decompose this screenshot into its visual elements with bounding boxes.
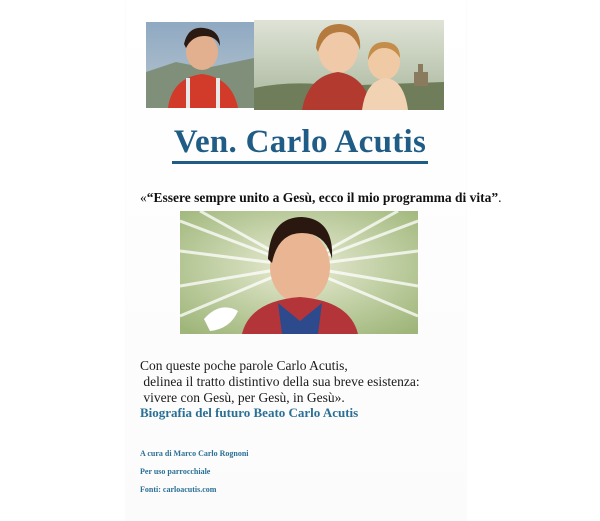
quote-close-mark: . bbox=[498, 190, 502, 205]
quote-open-mark: « bbox=[140, 190, 147, 205]
biography-heading: Biografia del futuro Beato Carlo Acutis bbox=[140, 405, 359, 420]
paragraph-line: delinea il tratto distintivo della sua breve esistenza: bbox=[140, 374, 420, 389]
quote-text: “Essere sempre unito a Gesù, ecco il mio programma di vita” bbox=[146, 190, 499, 205]
curated-by-text: A cura di Marco Carlo Rognoni bbox=[140, 449, 249, 458]
header-portrait-photo bbox=[146, 22, 254, 108]
paragraph-line: Con queste poche parole Carlo Acutis, bbox=[140, 358, 348, 373]
header-painting bbox=[254, 20, 444, 110]
document-title: Ven. Carlo Acutis bbox=[0, 124, 600, 161]
intro-paragraph bbox=[140, 358, 420, 406]
central-portrait-photo bbox=[180, 211, 418, 334]
paragraph-line: vivere con Gesù, per Gesù, in Gesù». bbox=[140, 390, 345, 405]
purpose-text: Per uso parrocchiale bbox=[140, 467, 211, 476]
sources-text: Fonti: carloacutis.com bbox=[140, 485, 217, 494]
motto-quote bbox=[140, 190, 501, 206]
